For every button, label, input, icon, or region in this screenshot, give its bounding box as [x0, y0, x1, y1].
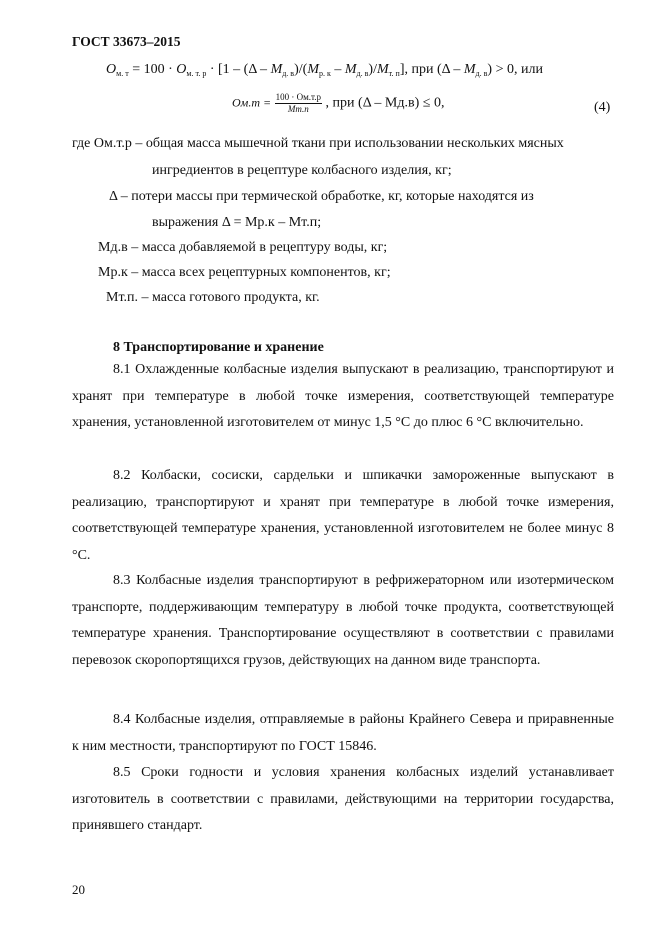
- paragraph-8-4: [72, 707, 614, 760]
- definition-text: – масса добавляемой в рецептуру воды, кг;: [131, 240, 388, 255]
- paragraph-8-5: [72, 760, 614, 840]
- paragraph-text: 8.2 Колбаски, сосиски, сардельки и шпикачки замороженные выпускают в реализацию, транспортируют и хранят при температуре в любой точке измерения, соответствующей температуре хранения, установленной изготовителем не более минус 8 °С.: [72, 468, 614, 563]
- page-number: 20: [72, 882, 85, 897]
- section-heading: 8 Транспортирование и хранение: [113, 340, 324, 355]
- equation-number: (4): [594, 100, 611, 115]
- definition-3: [98, 238, 387, 258]
- definition-2-cont: выражения Δ = Mр.к – Mт.п;: [152, 215, 322, 230]
- fraction-numerator: 100 · Oм.т.р: [275, 92, 322, 102]
- definition-symbol: Δ: [109, 189, 118, 204]
- paragraph-8-1: [72, 357, 614, 437]
- paragraph-text: 8.4 Колбасные изделия, отправляемые в районы Крайнего Севера и приравненные к ним местности, транспортируют по ГОСТ 15846.: [72, 712, 614, 754]
- definition-symbol: Mт.п.: [106, 290, 139, 305]
- formula-fraction: [275, 92, 322, 115]
- definition-text: – масса всех рецептурных компонентов, кг;: [131, 265, 391, 280]
- definition-text: – потери массы при термической обработке, кг, которые находятся из: [120, 189, 534, 204]
- paragraph-8-3: [72, 568, 614, 674]
- formula-line-1: $O_{м. т} = 100 \cdot O_{м. т. р} \cdot [1 - (\Delta - M_{д. в})/(M_{р. к} - M_{д. в})/M_{т. п}]$, при $(\Delta - M_{д. в}) > 0$, или: [106, 62, 543, 78]
- paragraph-8-2: [72, 463, 614, 569]
- definition-symbol: Mр.к: [98, 265, 128, 280]
- definition-text: – масса готового продукта, кг.: [141, 290, 320, 305]
- paragraph-text: 8.5 Сроки годности и условия хранения колбасных изделий устанавливает изготовитель в соответствии с правилами, действующими на территории государства, принявшего стандарт.: [72, 765, 614, 833]
- document-header: ГОСТ 33673–2015: [72, 34, 181, 49]
- definition-1-cont: ингредиентов в рецептуре колбасного изделия, кг;: [152, 163, 452, 178]
- definition-4: [98, 263, 391, 283]
- definition-text: – общая масса мышечной ткани при использовании нескольких мясных: [135, 136, 564, 151]
- fraction-denominator: Mт.п: [287, 104, 309, 114]
- definition-symbol: где Oм.т.р: [72, 136, 132, 151]
- paragraph-text: 8.3 Колбасные изделия транспортируют в рефрижераторном или изотермическом транспорте, поддерживающим температуру в любой точке продукта, соответствующей температуре хранения. Транспортирование осуществляют в соответствии с правилами перевозок скоропортящихся грузов, действующих на данном виде транспорта.: [72, 573, 614, 668]
- definition-symbol: Mд.в: [98, 240, 128, 255]
- definition-1: [72, 134, 564, 154]
- paragraph-text: 8.1 Охлажденные колбасные изделия выпускают в реализацию, транспортируют и хранят при температуре в любой точке измерения, соответствующей температуре хранения, установленной изготовителем от минус 1,5 °С до плюс 6 °С включительно.: [72, 362, 614, 430]
- definition-2: [109, 187, 614, 207]
- definition-5: [106, 288, 320, 308]
- formula-line-2: [232, 92, 444, 115]
- formula-lhs: Oм.т =: [232, 95, 272, 110]
- formula-condition: , при (Δ – Mд.в) ≤ 0,: [325, 95, 445, 111]
